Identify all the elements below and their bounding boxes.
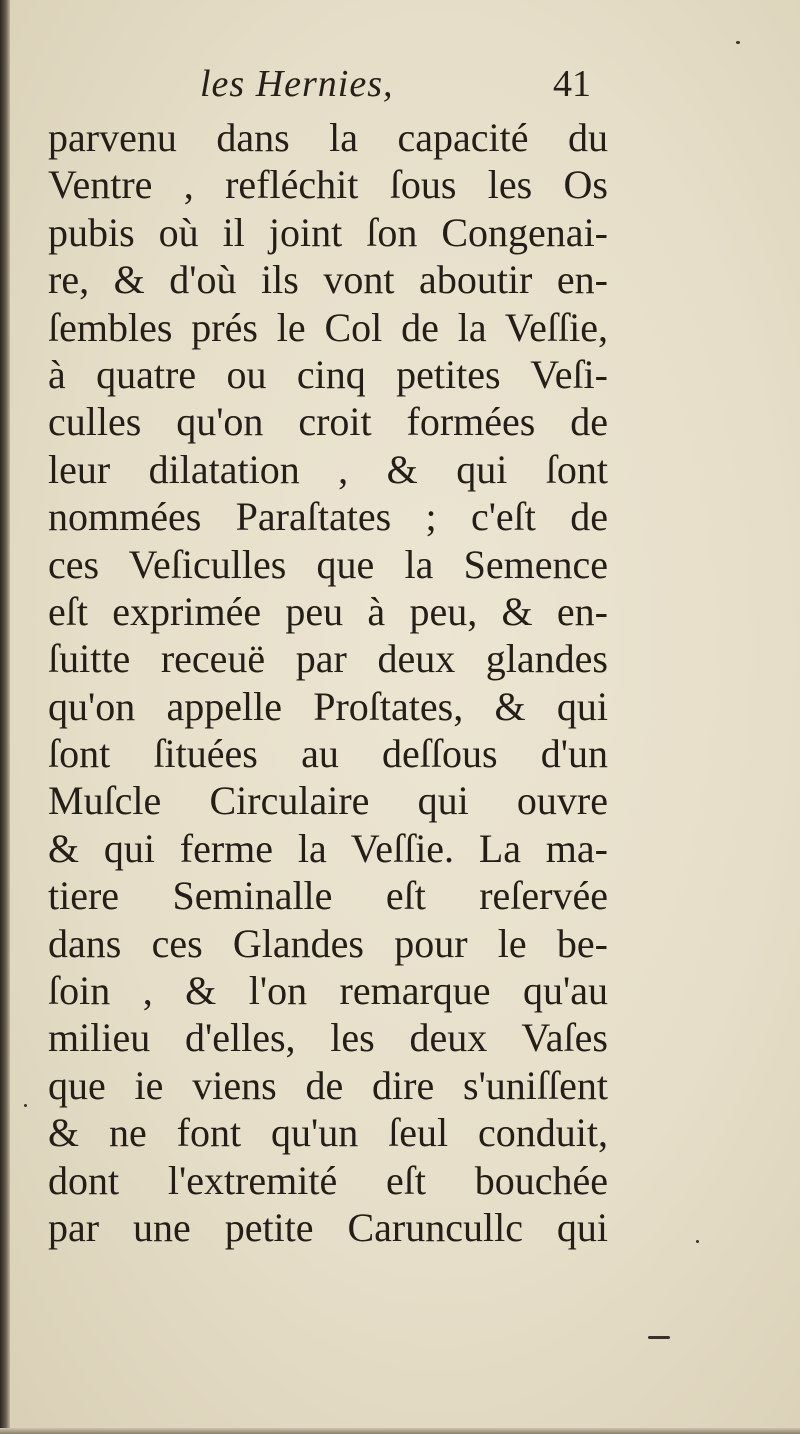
text-line: ſembles prés le Col de la Veſſie,	[48, 304, 608, 350]
paper-speck	[696, 1240, 699, 1243]
text-line: ſuitte receuë par deux glandes	[48, 636, 608, 682]
text-line: ſoin , & l'on remarque qu'au	[48, 968, 608, 1014]
text-line: Ventre , refléchit ſous les Os	[48, 162, 608, 208]
text-line: eſt exprimée peu à peu, & en-	[48, 588, 608, 634]
text-line: qu'on appelle Proſtates, & qui	[48, 683, 608, 729]
text-line: & ne font qu'un ſeul conduit,	[48, 1110, 608, 1156]
text-line: ſont ſituées au deſſous d'un	[48, 731, 608, 777]
text-line: Muſcle Circulaire qui ouvre	[48, 778, 608, 824]
text-line: nommées Paraſtates ; c'eſt de	[48, 494, 608, 540]
text-line: leur dilatation , & qui ſont	[48, 446, 608, 492]
paper-speck	[736, 41, 740, 44]
page-spine-edge	[0, 0, 10, 1434]
text-line: culles qu'on croit formées de	[48, 399, 608, 445]
running-title: les Hernies,	[200, 63, 394, 105]
text-line: ces Veſiculles que la Semence	[48, 541, 608, 587]
text-line: dont l'extremité eſt bouchée	[48, 1157, 608, 1203]
body-text	[48, 114, 608, 1251]
text-line: milieu d'elles, les deux Vaſes	[48, 1015, 608, 1061]
text-line: tiere Seminalle eſt reſervée	[48, 873, 608, 919]
text-line: que ie viens de dire s'uniſſent	[48, 1062, 608, 1108]
page-header	[0, 62, 800, 112]
text-line: par une petite Caruncullc qui	[48, 1204, 608, 1250]
text-line: dans ces Glandes pour le be-	[48, 920, 608, 966]
paper-speck	[24, 1104, 27, 1107]
text-line: parvenu dans la capacité du	[48, 115, 608, 160]
text-line: re, & d'où ils vont aboutir en-	[48, 257, 608, 303]
page-bottom-edge	[0, 1428, 800, 1434]
text-line: pubis où il joint ſon Congenai-	[48, 209, 608, 255]
text-line: & qui ferme la Veſſie. La ma-	[48, 825, 608, 871]
page-number: 41	[553, 63, 591, 105]
text-line: à quatre ou cinq petites Veſi-	[48, 351, 608, 397]
paper-speck	[648, 1336, 670, 1339]
